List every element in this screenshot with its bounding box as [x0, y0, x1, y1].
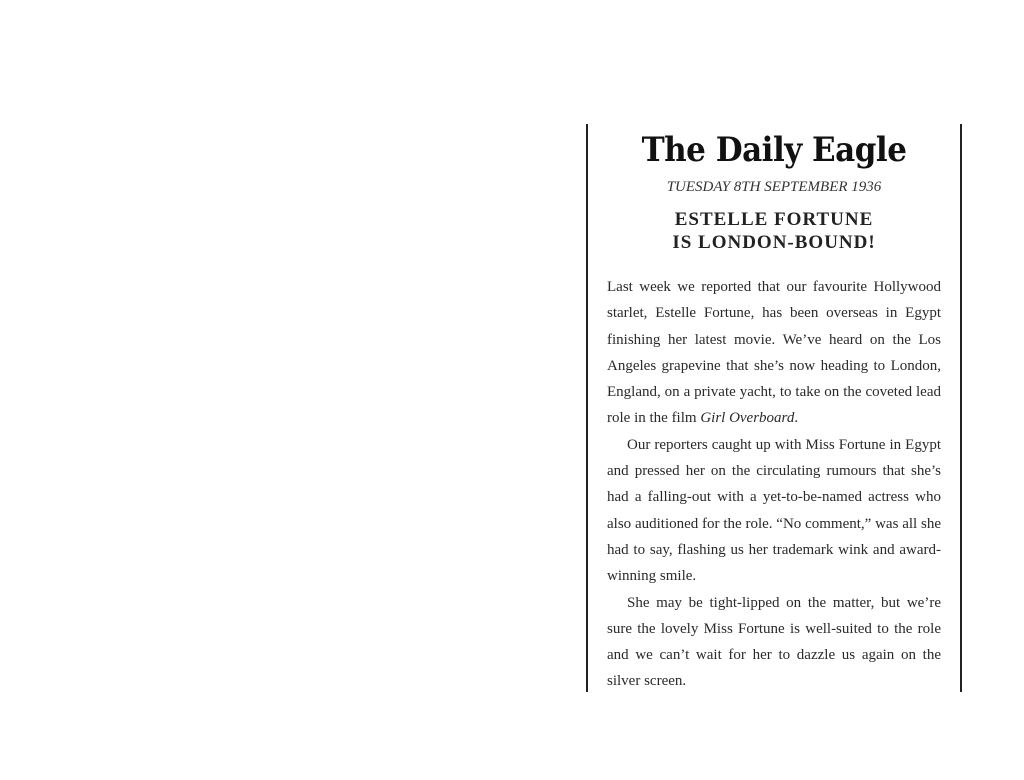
article-paragraph-2: Our reporters caught up with Miss Fortune in Egypt and pressed her on the circulating rumours that she’s had a falling-out with a yet-to-be-named actress who also auditioned for the role. “No comment,” was all she had to say, flashing us her trademark wink and award-winning smile.	[607, 436, 941, 585]
article-body	[607, 274, 941, 695]
dateline: TUESDAY 8TH SEPTEMBER 1936	[666, 179, 882, 195]
article-paragraph-3: She may be tight-lipped on the matter, but we’re sure the lovely Miss Fortune is well-suited to the role and we can’t wait for her to dazzle us again on the silver screen.	[607, 594, 941, 690]
headline-line-2: IS LONDON-BOUND!	[672, 232, 876, 253]
newspaper-page	[586, 124, 962, 692]
headline	[586, 208, 962, 254]
paragraph-1-end: .	[794, 410, 799, 427]
headline-line-1: ESTELLE FORTUNE	[674, 209, 874, 230]
paragraph-1-text: Last week we reported that our favourite Hollywood starlet, Estelle Fortune, has been overseas in Egypt finishing her latest movie. We’ve heard on the Los Angeles grapevine that she’s now heading to London, England, on a private yacht, to take on the coveted lead role in the film	[607, 279, 941, 427]
masthead-title: The Daily Eagle	[641, 130, 907, 170]
article-paragraph-1	[607, 274, 941, 432]
film-title: Girl Overboard	[700, 410, 795, 427]
